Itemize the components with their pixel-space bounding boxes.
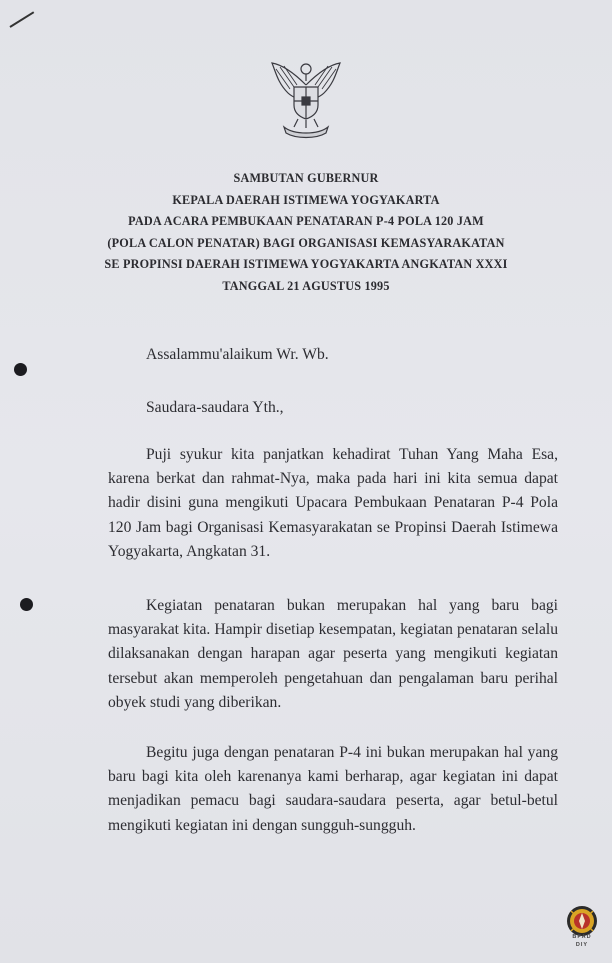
- heading-line: SE PROPINSI DAERAH ISTIMEWA YOGYAKARTA ANGKATAN XXXI: [104, 257, 508, 271]
- heading-line: KEPALA DAERAH ISTIMEWA YOGYAKARTA: [172, 192, 440, 207]
- heading-line: PADA ACARA PEMBUKAAN PENATARAN P-4 POLA 120 JAM: [128, 214, 484, 228]
- binder-hole: [20, 598, 33, 611]
- paragraph-3: Begitu juga dengan penataran P-4 ini bukan merupakan hal yang baru bagi kita oleh karenanya kami berharap, agar kegiatan ini dapat menjadikan pemacu bagi saudara-saudara peserta, agar betul-betul mengikuti kegiatan ini dengan sungguh-sungguh.: [108, 744, 558, 834]
- greeting: Assalammu'alaikum Wr. Wb.: [146, 346, 329, 363]
- paragraph-1: Puji syukur kita panjatkan kehadirat Tuhan Yang Maha Esa, karena berkat dan rahmat-Nya, maka pada hari ini kita semua dapat hadir disini guna mengikuti Upacara Pembukaan Penataran P-4 Pola 120 Jam bagi Organisasi Kemasyarakatan se Propinsi Daerah Istimewa Yogyakarta, Angkatan 31.: [108, 446, 558, 560]
- heading-line: (POLA CALON PENATAR) BAGI ORGANISASI KEMASYARAKATAN: [107, 235, 505, 250]
- binder-hole: [14, 363, 27, 376]
- paragraph-2: Kegiatan penataran bukan merupakan hal yang baru bagi masyarakat kita. Hampir disetiap kesempatan, kegiatan penataran selalu dilaksanakan dengan harapan agar peserta yang mengikuti kegiatan tersebut akan memperoleh pengetahuan dan pengalaman baru perihal obyek studi yang diberikan.: [108, 597, 558, 711]
- heading-line: TANGGAL 21 AGUSTUS 1995: [222, 278, 390, 293]
- garuda-emblem-icon: [266, 55, 346, 140]
- logo-label-bottom: DIY: [575, 942, 589, 948]
- pen-mark: [9, 11, 34, 28]
- salutation: Saudara-saudara Yth.,: [146, 399, 284, 416]
- logo-label-top: BPAD: [572, 934, 592, 940]
- speech-heading: [0, 168, 612, 297]
- heading-line: SAMBUTAN GUBERNUR: [233, 171, 379, 185]
